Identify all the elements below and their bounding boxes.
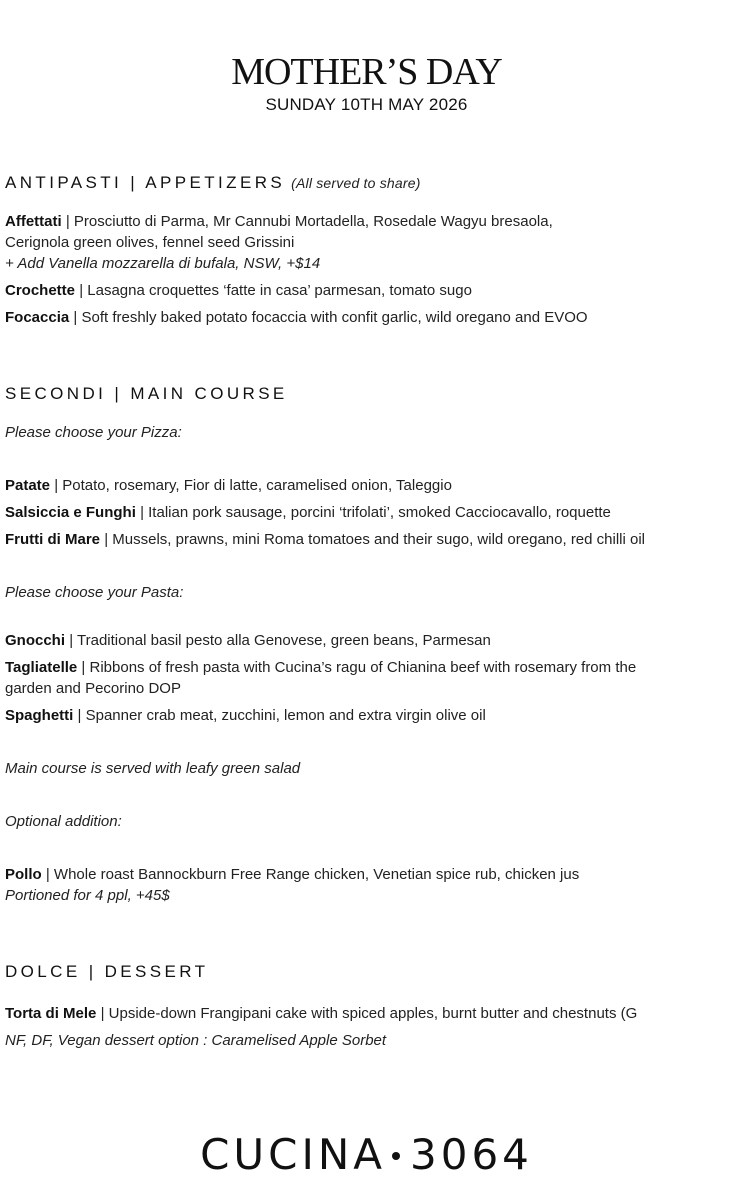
menu-item-torta-di-mele [5, 1003, 730, 1024]
item-name: Crochette [5, 282, 76, 299]
item-name: Salsiccia e Funghi [5, 504, 136, 521]
item-separator: | [45, 866, 50, 883]
item-description: Soft freshly baked potato focaccia with confit garlic, wild oregano and EVOO [81, 309, 588, 326]
item-separator: | [73, 309, 78, 326]
item-addon: + Add Vanella mozzarella di bufala, NSW, +$14 [5, 255, 321, 272]
item-name: Gnocchi [5, 632, 66, 649]
salad-note: Main course is served with leafy green salad [5, 760, 301, 777]
secondi-section [5, 383, 730, 906]
item-separator: | [100, 1005, 105, 1022]
item-description-continued: Cerignola green olives, fennel seed Grissini [5, 234, 295, 251]
item-description: Whole roast Bannockburn Free Range chicken, Venetian spice rub, chicken jus [53, 866, 580, 883]
item-name: Tagliatelle [5, 659, 78, 676]
item-separator: | [104, 531, 109, 548]
logo-text-left: CUCINA [200, 1130, 387, 1179]
item-description: Upside-down Frangipani cake with spiced apples, burnt butter and chestnuts (G [108, 1005, 638, 1022]
menu-title: MOTHER’S DAY [231, 51, 502, 93]
item-description: Prosciutto di Parma, Mr Cannubi Mortadella, Rosedale Wagyu bresaola, [73, 213, 553, 230]
item-name: Affettati [5, 213, 62, 230]
item-name: Pollo [5, 866, 42, 883]
item-description: Italian pork sausage, porcini ‘trifolati’, smoked Cacciocavallo, roquette [148, 504, 611, 521]
menu-item-salsiccia [5, 502, 730, 523]
cucina-logo [0, 1130, 733, 1179]
menu-item-affettati [5, 211, 730, 274]
item-description: Mussels, prawns, mini Roma tomatoes and their sugo, wild oregano, red chilli oil [112, 531, 646, 548]
item-separator: | [54, 477, 59, 494]
pasta-prompt: Please choose your Pasta: [5, 584, 184, 601]
menu-item-pollo [5, 864, 730, 906]
item-separator: | [79, 282, 84, 299]
item-separator: | [81, 659, 86, 676]
item-description: Potato, rosemary, Fior di latte, caramelised onion, Taleggio [62, 477, 452, 494]
dessert-note: NF, DF, Vegan dessert option : Caramelised Apple Sorbet [5, 1032, 387, 1049]
item-description: Lasagna croquettes ‘fatte in casa’ parmesan, tomato sugo [87, 282, 472, 299]
menu-header [0, 50, 733, 116]
logo-dot [392, 1152, 400, 1160]
menu-item-gnocchi [5, 630, 730, 651]
item-separator: | [69, 632, 74, 649]
menu-item-spaghetti [5, 705, 730, 726]
menu-item-crochette [5, 280, 730, 301]
secondi-heading: SECONDI | MAIN COURSE [5, 384, 288, 403]
menu-item-tagliatelle [5, 657, 730, 699]
item-portion-note: Portioned for 4 ppl, +45$ [5, 887, 170, 904]
item-description: Spanner crab meat, zucchini, lemon and extra virgin olive oil [85, 707, 486, 724]
item-name: Patate [5, 477, 51, 494]
menu-item-frutti-di-mare [5, 529, 730, 550]
event-date: SUNDAY 10TH MAY 2026 [265, 95, 468, 114]
item-separator: | [140, 504, 144, 521]
dolce-section [5, 961, 730, 1051]
item-separator: | [77, 707, 82, 724]
item-description: Traditional basil pesto alla Genovese, green beans, Parmesan [77, 632, 491, 649]
menu-item-patate [5, 475, 730, 496]
antipasti-heading: ANTIPASTI | APPETIZERS [5, 173, 286, 192]
optional-prompt: Optional addition: [5, 813, 122, 830]
logo-text-right: 3064 [410, 1130, 533, 1179]
item-description: Ribbons of fresh pasta with Cucina’s ragu of Chianina beef with rosemary from the [89, 659, 637, 676]
item-name: Torta di Mele [5, 1005, 97, 1022]
section-title-antipasti [5, 172, 730, 194]
item-separator: | [65, 213, 70, 230]
item-name: Focaccia [5, 309, 70, 326]
antipasti-section [5, 172, 730, 328]
dolce-heading: DOLCE | DESSERT [5, 962, 209, 981]
menu-item-focaccia [5, 307, 730, 328]
item-name: Frutti di Mare [5, 531, 101, 548]
antipasti-note: (All served to share) [291, 175, 421, 191]
item-description-continued: garden and Pecorino DOP [5, 680, 181, 697]
item-name: Spaghetti [5, 707, 74, 724]
pizza-prompt: Please choose your Pizza: [5, 424, 182, 441]
